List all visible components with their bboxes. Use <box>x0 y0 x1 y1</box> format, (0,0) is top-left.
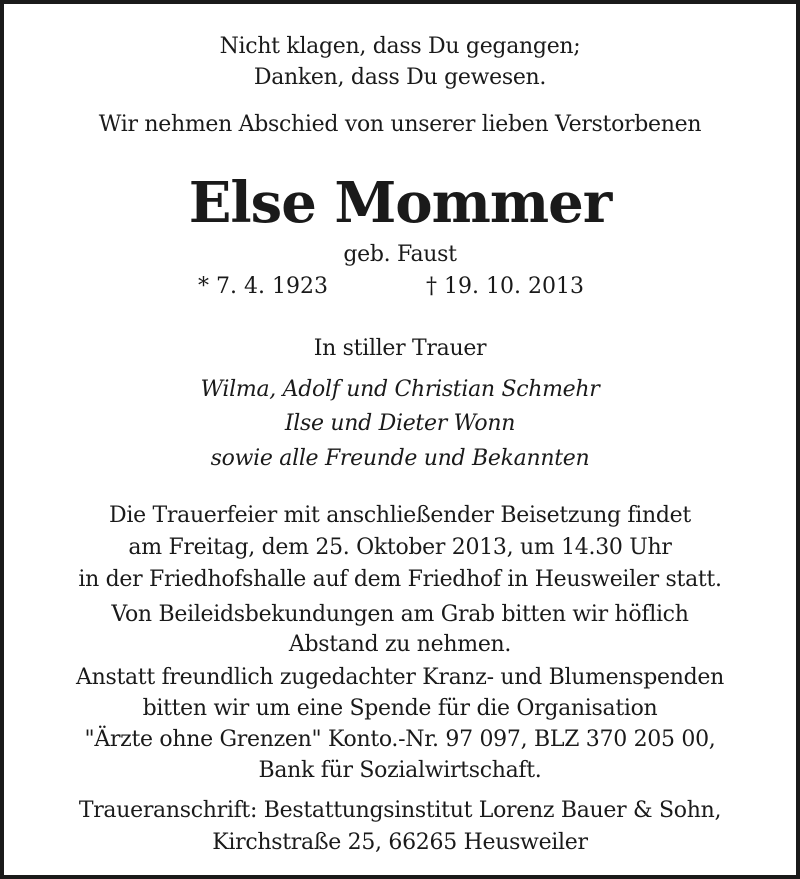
donation-line: "Ärzte ohne Grenzen" Konto.-Nr. 97 097, BLZ 370 205 00, <box>84 727 716 752</box>
life-dates <box>4 272 796 304</box>
deceased-name: Else Mommer <box>188 170 612 236</box>
address-line: Kirchstraße 25, 66265 Heusweiler <box>212 830 588 855</box>
funeral-line: Die Trauerfeier mit anschließender Beisetzung findet <box>109 503 691 528</box>
condolence-line: Von Beileidsbekundungen am Grab bitten wir höflich <box>111 602 689 627</box>
mourner-line: Ilse und Dieter Wonn <box>284 411 516 436</box>
funeral-line: am Freitag, dem 25. Oktober 2013, um 14.30 Uhr <box>128 535 672 560</box>
motto-line-2: Danken, dass Du gewesen. <box>253 65 547 90</box>
mourners-heading: In stiller Trauer <box>313 336 487 361</box>
birth-date: * 7. 4. 1923 <box>198 274 328 299</box>
donation-line: bitten wir um eine Spende für die Organisation <box>142 696 658 721</box>
donation-line: Anstatt freundlich zugedachter Kranz- und Blumenspenden <box>76 665 724 690</box>
donation-line: Bank für Sozialwirtschaft. <box>258 758 542 783</box>
funeral-line: in der Friedhofshalle auf dem Friedhof in Heusweiler statt. <box>78 567 722 592</box>
intro-text: Wir nehmen Abschied von unserer lieben Verstorbenen <box>98 112 702 137</box>
motto-line-1: Nicht klagen, dass Du gegangen; <box>219 34 581 59</box>
condolence-line: Abstand zu nehmen. <box>288 632 512 657</box>
mourner-line: Wilma, Adolf und Christian Schmehr <box>200 377 600 402</box>
death-date: † 19. 10. 2013 <box>426 274 584 299</box>
maiden-name: geb. Faust <box>343 242 457 267</box>
address-line: Traueranschrift: Bestattungsinstitut Lorenz Bauer & Sohn, <box>78 798 722 823</box>
mourner-line: sowie alle Freunde und Bekannten <box>210 446 590 471</box>
